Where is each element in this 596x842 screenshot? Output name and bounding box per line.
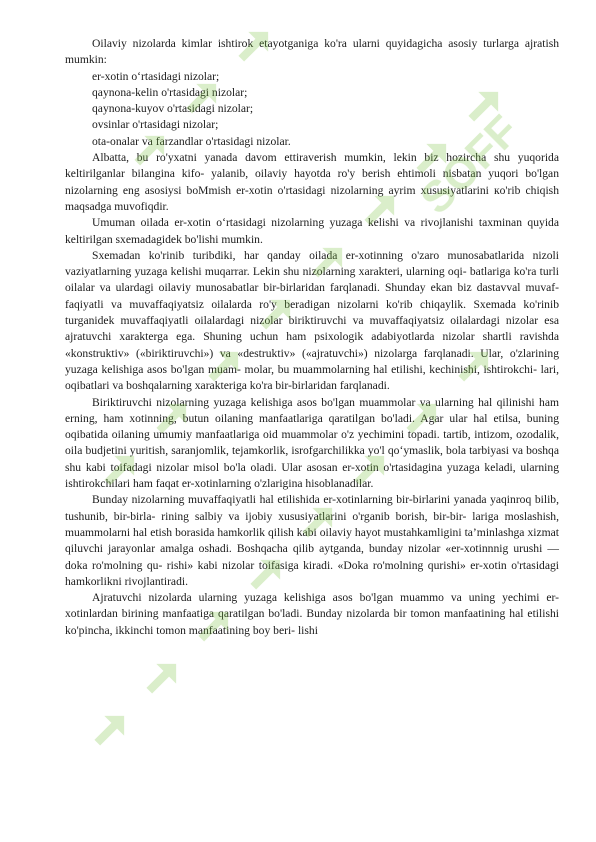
watermark-text: SOFF xyxy=(410,105,529,224)
list-item-parents-children: ota-onalar va farzandlar o'rtasidagi nizolar. xyxy=(92,134,291,148)
watermark-mark xyxy=(139,654,186,701)
paragraph-intro: Oilaviy nizolarda kimlar ishtirok etayotganiga ko'ra ularni quyidagicha asosiy turlarga ajratish mumkin: xyxy=(65,37,559,67)
watermark-mark xyxy=(87,706,134,753)
document-page xyxy=(65,36,559,639)
paragraph-scheme-intro: Umuman oilada er-xotin o‘rtasidagi nizolarning yuzaga kelishi va rivojlanishi taxminan quyida keltirilgan sxemadagidek bo'lishi mumkin. xyxy=(65,216,559,246)
paragraph-scheme-analysis: Sxemadan ko'rinib turibdiki, har qanday oilada er-xotinning o'zaro munosabatlarida nizoli vaziyatlarning yuzaga kelishi muqarrar. Lekin shu nizolarning xarakteri, ularning oqi- batlariga ko'ra turli oilalar va ulardagi oilaviy munosabatlar bir-birlaridan farqlanadi. Shunday ekan biz dastavval muvaf- faqiyatli va muvaffaqiyatsiz oilalarda ro'y beradigan nizolarni ko'rib chiqaylik. Sxemada ko'rinib turganidek muvaffaqiyatli oilalardagi nizolar biriktiruvchi va muvaffaqiyatsiz oilalardagi nizolar esa ajratuvchi xarakterga ega. Shuning uchun ham psixologik adabiyotlarda nizolar shartli ravishda «konstruktiv» («biriktiruvchi») va «destruktiv» («ajratuvchi») nizolarga farqlanadi. Ular, o'zlarining yuzaga kelishiga asos bo'lgan muam- molar, bu muammolarning hal etilishi, kechinishi, ishtirokchi- lari, oqibatlari va boshqalarning xarakteriga ko'ra bir-birlaridan farqlanadi. xyxy=(65,248,559,393)
list-item-mother-in-law-bride: qaynona-kelin o'rtasidagi nizolar; xyxy=(92,85,248,99)
paragraph-cooperation: Bunday nizolarning muvaffaqiyatli hal etilishida er-xotinlarning bir-birlarini yanada yaqinroq bilib, tushunib, bir-birla- rining salbiy va ijobiy xususiyatlarini o'rganib borish, bir-bir- lariga moslashish, muammolarni hal etish borasida hamkorlik qilish kabi oilaviy hayot mustahkamligini ta’minlashga xizmat qiluvchi jarayonlar amalga oshadi. Boshqacha qilib aytganda, bunday nizolar «er-xotinnnig urushi — doka ro'molning qu- rishi» kabi nizolar toifasiga kiradi. «Doka ro'molning qurishi» er-xotin o'rtasidagi hamkorlikni rivojlantiradi. xyxy=(65,493,559,588)
paragraph-continuation: Albatta, bu ro'yxatni yanada davom ettiraverish mumkin, lekin biz hozircha shu yuqorida keltirilganlar bilangina kifo- yalanib, oilaviy hayotda ro'y berish ehtimoli nisbatan yuqori bo'lgan nizolarning eng asosiysi boMmish er-xotin o'rtasidagi nizolarning ayrim xususiyatlarini кo'rib chiqish maqsadga muvofiqdir. xyxy=(65,151,559,213)
paragraph-constructive-conflicts: Biriktiruvchi nizolarning yuzaga kelishiga asos bo'lgan muammolar va ularning hal qilinishi ham erning, ham xotinning, butun oilaning manfaatlariga qaratilgan bo'ladi. Agar ular hal etilsa, buning oqibatida oilaning umumiy manfaatlariga oid muammolar o'z yechimini topadi. tartib, intizom, ozodalik, oila budjetini yuritish, saranjomlik, tejamkorlik, isrofgarchilikka yo'l qo‘ymaslik, bola tarbiyasi va boshqa shu kabi toifadagi nizolar misol bo'la oladi. Ular asosan er-xotin o'rtasidagina yuzaga keladi, ularning ishtirokchilari ham faqat er-xotinlarning o'zlarigina hisoblanadilar. xyxy=(65,395,559,491)
list-item-spouses: er-xotin o‘rtasidagi nizolar; xyxy=(92,69,220,83)
list-item-mother-in-law-son-in-law: qaynona-kuyov o'rtasidagi nizolar; xyxy=(92,102,254,116)
list-item-sisters-in-law: ovsinlar o'rtasidagi nizolar; xyxy=(92,118,219,132)
paragraph-destructive-conflicts: Ajratuvchi nizolarda ularning yuzaga kelishiga asos bo'lgan muammo va uning yechimi er-xotinlardan birining manfaatiga qaratilgan bo'ladi. Bunday nizolarda bir tomon manfaatining hal etilishi ko'pincha, ikkinchi tomon manfaatining boy beri- lishi xyxy=(65,591,559,637)
